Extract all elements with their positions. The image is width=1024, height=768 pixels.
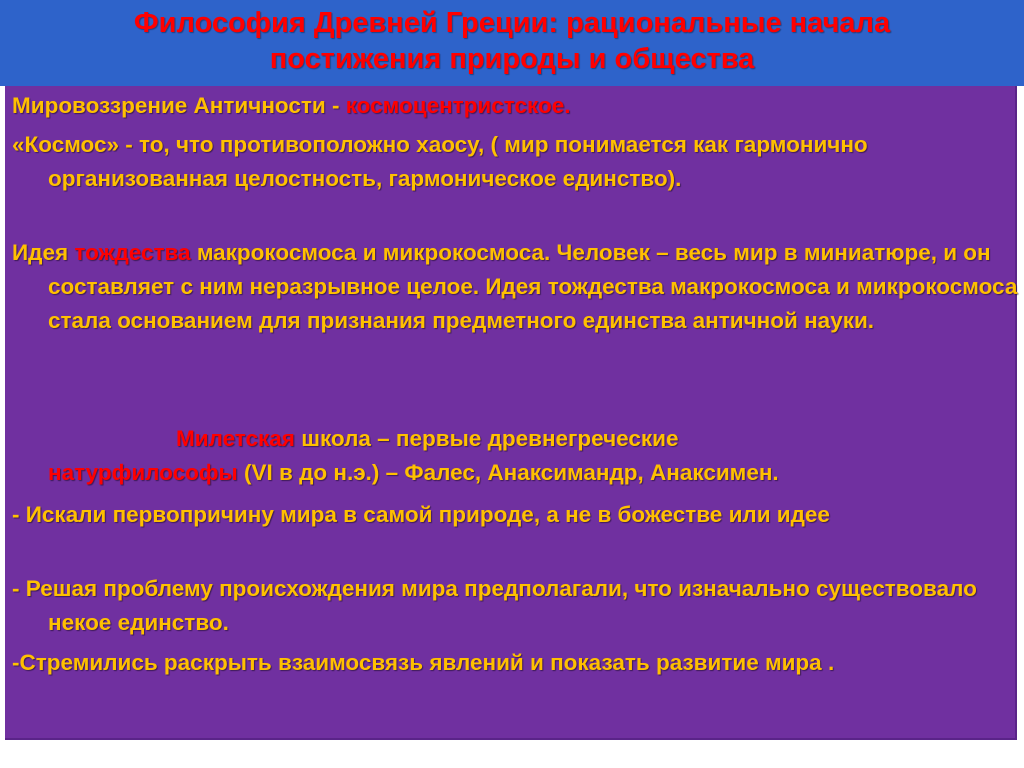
slide-title-line-1: Философия Древней Греции: рациональные начала xyxy=(133,7,891,39)
title-band xyxy=(0,0,1024,86)
milesian-highlight: Милетская xyxy=(176,426,295,451)
identity-text: макрокосмоса и микрокосмоса. Человек – весь мир в миниатюре, и он составляет с ним неразрывное целое. Идея тождества макрокосмоса и микрокосмоса стала основанием для признания предметного единства античной науки. xyxy=(48,240,1018,333)
interconnection-text: -Стремились раскрыть взаимосвязь явлений и показать развитие мира . xyxy=(12,650,835,675)
cosmos-text: «Космос» - то, что противоположно хаосу, ( мир понимается как гармонично организованная целостность, гармоническое единство). xyxy=(12,132,868,191)
natural-philosophers-highlight: натурфилософы xyxy=(48,460,238,485)
milesian-line-2 xyxy=(48,460,779,485)
worldview-paragraph xyxy=(12,89,1024,123)
milesian-paragraph xyxy=(48,422,998,490)
identity-highlight: тождества xyxy=(74,240,191,265)
first-cause-text: - Искали первопричину мира в самой природе, а не в божестве или идее xyxy=(12,502,830,527)
origin-paragraph xyxy=(12,572,1024,640)
slide-title xyxy=(20,5,1004,77)
milesian-line-1 xyxy=(48,422,998,456)
cosmos-paragraph xyxy=(12,128,1024,196)
bottom-margin xyxy=(0,740,1024,768)
slide-title-line-2: постижения природы и общества xyxy=(269,43,755,75)
origin-text: - Решая проблему происхождения мира предполагали, что изначально существовало некое единство. xyxy=(12,576,977,635)
natural-philosophers-text: (VI в до н.э.) – Фалес, Анаксимандр, Анаксимен. xyxy=(237,460,779,485)
worldview-highlight: космоцентристское. xyxy=(345,93,571,118)
identity-prefix: Идея xyxy=(12,240,75,265)
first-cause-paragraph xyxy=(12,498,1024,532)
milesian-text: школа – первые древнегреческие xyxy=(294,426,679,451)
identity-paragraph xyxy=(12,236,1024,338)
interconnection-paragraph xyxy=(12,646,1024,680)
worldview-text: Мировоззрение Античности - xyxy=(12,93,346,118)
